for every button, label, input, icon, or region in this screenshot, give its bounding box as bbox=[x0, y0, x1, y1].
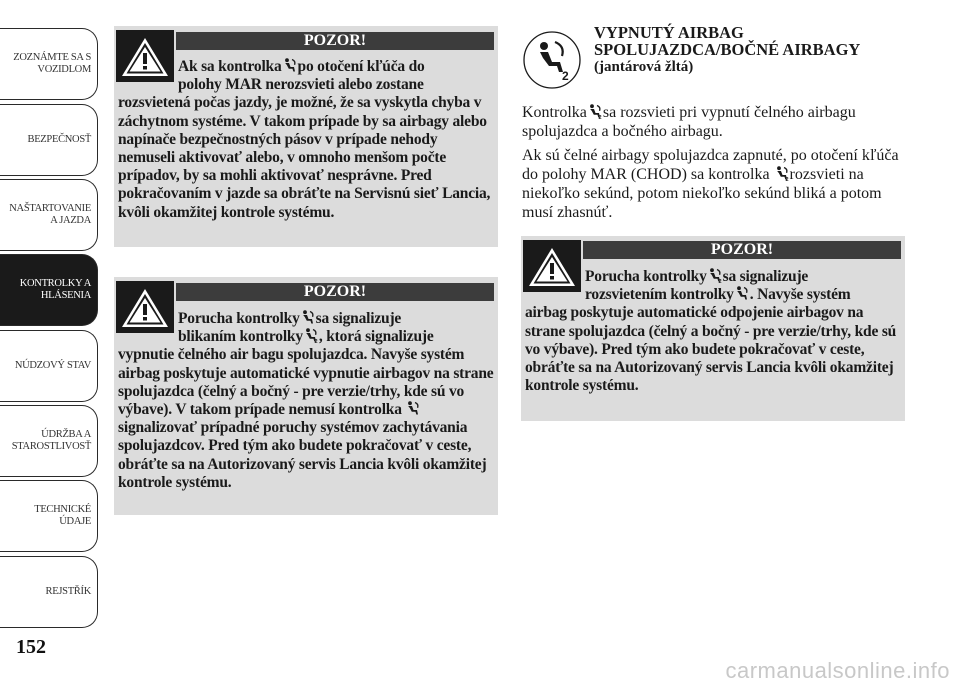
text-fragment: polohy MAR nerozsvieti alebo zostane bbox=[178, 76, 424, 94]
text-fragment: rozsvietená počas jazdy, je možné, že sa vyskytla chyba v záchytnom systéme. V takom prípade by sa airbagy alebo napínače bezpečnostných pásov v prípade nehody nemuseli aktivovať alebo, v omnoho menšom počte prípadov, by sa mohli aktivovať nesprávne. Pred pokračovaním v jazde sa obráťte na Servisnú sieť Lancia, kvôli okamžitej kontrole systému. bbox=[118, 94, 491, 221]
tab-label: KONTROLKY A HLÁSENIA bbox=[19, 278, 91, 301]
tab-nudzovy-stav[interactable] bbox=[0, 330, 98, 402]
warning-header: POZOR! bbox=[176, 32, 494, 50]
section-title: VYPNUTÝ AIRBAG SPOLUJAZDCA/BOČNÉ AIRBAGY bbox=[594, 23, 861, 59]
tab-label: NAŠTARTOVANIE A JAZDA bbox=[9, 203, 91, 226]
warning-text bbox=[525, 268, 903, 395]
svg-text:2: 2 bbox=[562, 69, 569, 83]
text-fragment: Porucha kontrolky bbox=[178, 310, 300, 327]
passenger-airbag-off-icon bbox=[588, 104, 602, 119]
warning-text bbox=[118, 58, 496, 222]
watermark: carmanualsonline.info bbox=[725, 658, 950, 683]
text-fragment: sa rozsvieti pri vypnutí čelného airbagu spolujazdca a bočného airbagu. bbox=[522, 104, 856, 140]
airbag-warning-icon bbox=[735, 286, 749, 301]
text-fragment: vypnutie čelného air bagu spolujazdca. Navyše systém airbag poskytuje automatické vypnutie airbagov na strane spolujazdca (čelný a bočný - pre verzie/trhy, kde sú vo výbave). V takom prípade nemusí kontrolka bbox=[118, 346, 494, 419]
tab-label: REJSTŘÍK bbox=[45, 586, 91, 597]
warning-box-1 bbox=[114, 26, 498, 247]
text-fragment: rozsvietením kontrolky bbox=[585, 286, 734, 304]
section-subtitle: (jantárová žltá) bbox=[594, 59, 694, 75]
text-fragment: signalizovať bbox=[118, 419, 197, 437]
passenger-airbag-off-icon bbox=[775, 166, 789, 181]
paragraph-2 bbox=[522, 146, 912, 222]
airbag-warning-icon bbox=[301, 310, 315, 325]
tab-label: ÚDRŽBA A STAROSTLIVOSŤ bbox=[11, 429, 91, 452]
text-fragment: , ktorá signalizuje bbox=[318, 328, 434, 346]
tab-label: NÚDZOVÝ STAV bbox=[14, 360, 91, 371]
text-fragment: Ak sa kontrolka bbox=[178, 58, 282, 75]
text-fragment: Porucha kontrolky bbox=[585, 268, 707, 285]
passenger-airbag-off-icon bbox=[304, 328, 318, 343]
airbag-warning-icon bbox=[283, 58, 297, 73]
warning-header: POZOR! bbox=[176, 283, 494, 301]
text-fragment: . Navyše systém bbox=[749, 286, 851, 304]
text-fragment: sa signalizuje bbox=[315, 310, 402, 327]
airbag-warning-icon bbox=[406, 401, 420, 416]
tab-label: BEZPEČNOSŤ bbox=[27, 134, 91, 145]
tab-label: ZOZNÁMTE SA S VOZIDLOM bbox=[13, 52, 91, 75]
tab-label: TECHNICKÉ ÚDAJE bbox=[34, 504, 91, 527]
text-fragment: Kontrolka bbox=[522, 104, 587, 121]
text-fragment: airbag poskytuje automatické odpojenie airbagov na strane spolujazdca (čelný a bočný - pre verzie/trhy, kde sú vo výbave). Pred tým ako budete pokračovať v ceste, obráťte sa na Autorizovaný servis Lancia kvôli okamžitej kontrole systému. bbox=[525, 304, 897, 395]
text-fragment: prípadné poruchy systémov zachytávania spolujazdcov. Pred tým ako budete pokračovať v ceste, obráťte sa na Autorizovaný servis Lancia kvôli okamžitej kontrole systému. bbox=[118, 419, 487, 491]
tab-nastartovanie-a-jazda[interactable] bbox=[0, 179, 98, 251]
tab-udrzba-a-starostlivost[interactable] bbox=[0, 405, 98, 477]
page-number: 152 bbox=[16, 636, 46, 658]
tab-rejstrik[interactable] bbox=[0, 556, 98, 628]
warning-text bbox=[118, 310, 496, 492]
passenger-airbag-off-icon bbox=[522, 30, 582, 90]
text-fragment: rozsvieti na niekoľko sekúnd, potom niekoľko sekúnd bliká a potom musí zhasnúť. bbox=[522, 166, 882, 221]
tab-zoznamte-sa-s-vozidlom[interactable] bbox=[0, 28, 98, 100]
text-fragment: po otočení kľúča do bbox=[297, 58, 425, 75]
text-fragment: sa signalizuje bbox=[722, 268, 809, 285]
paragraph-1 bbox=[522, 103, 912, 141]
passenger-airbag-off-icon bbox=[708, 268, 722, 283]
tab-kontrolky-a-hlasenia[interactable] bbox=[0, 254, 98, 326]
text-fragment: Ak sú čelné airbagy spolujazdca zapnuté, po otočení kľúča do polohy MAR (CHOD) sa kontrolka bbox=[522, 147, 899, 183]
tab-bezpecnost[interactable] bbox=[0, 104, 98, 176]
warning-header: POZOR! bbox=[583, 241, 901, 259]
tab-technicke-udaje[interactable] bbox=[0, 480, 98, 552]
warning-box-2 bbox=[114, 277, 498, 515]
warning-box-3 bbox=[521, 236, 905, 421]
text-fragment: blikaním kontrolky bbox=[178, 328, 303, 346]
